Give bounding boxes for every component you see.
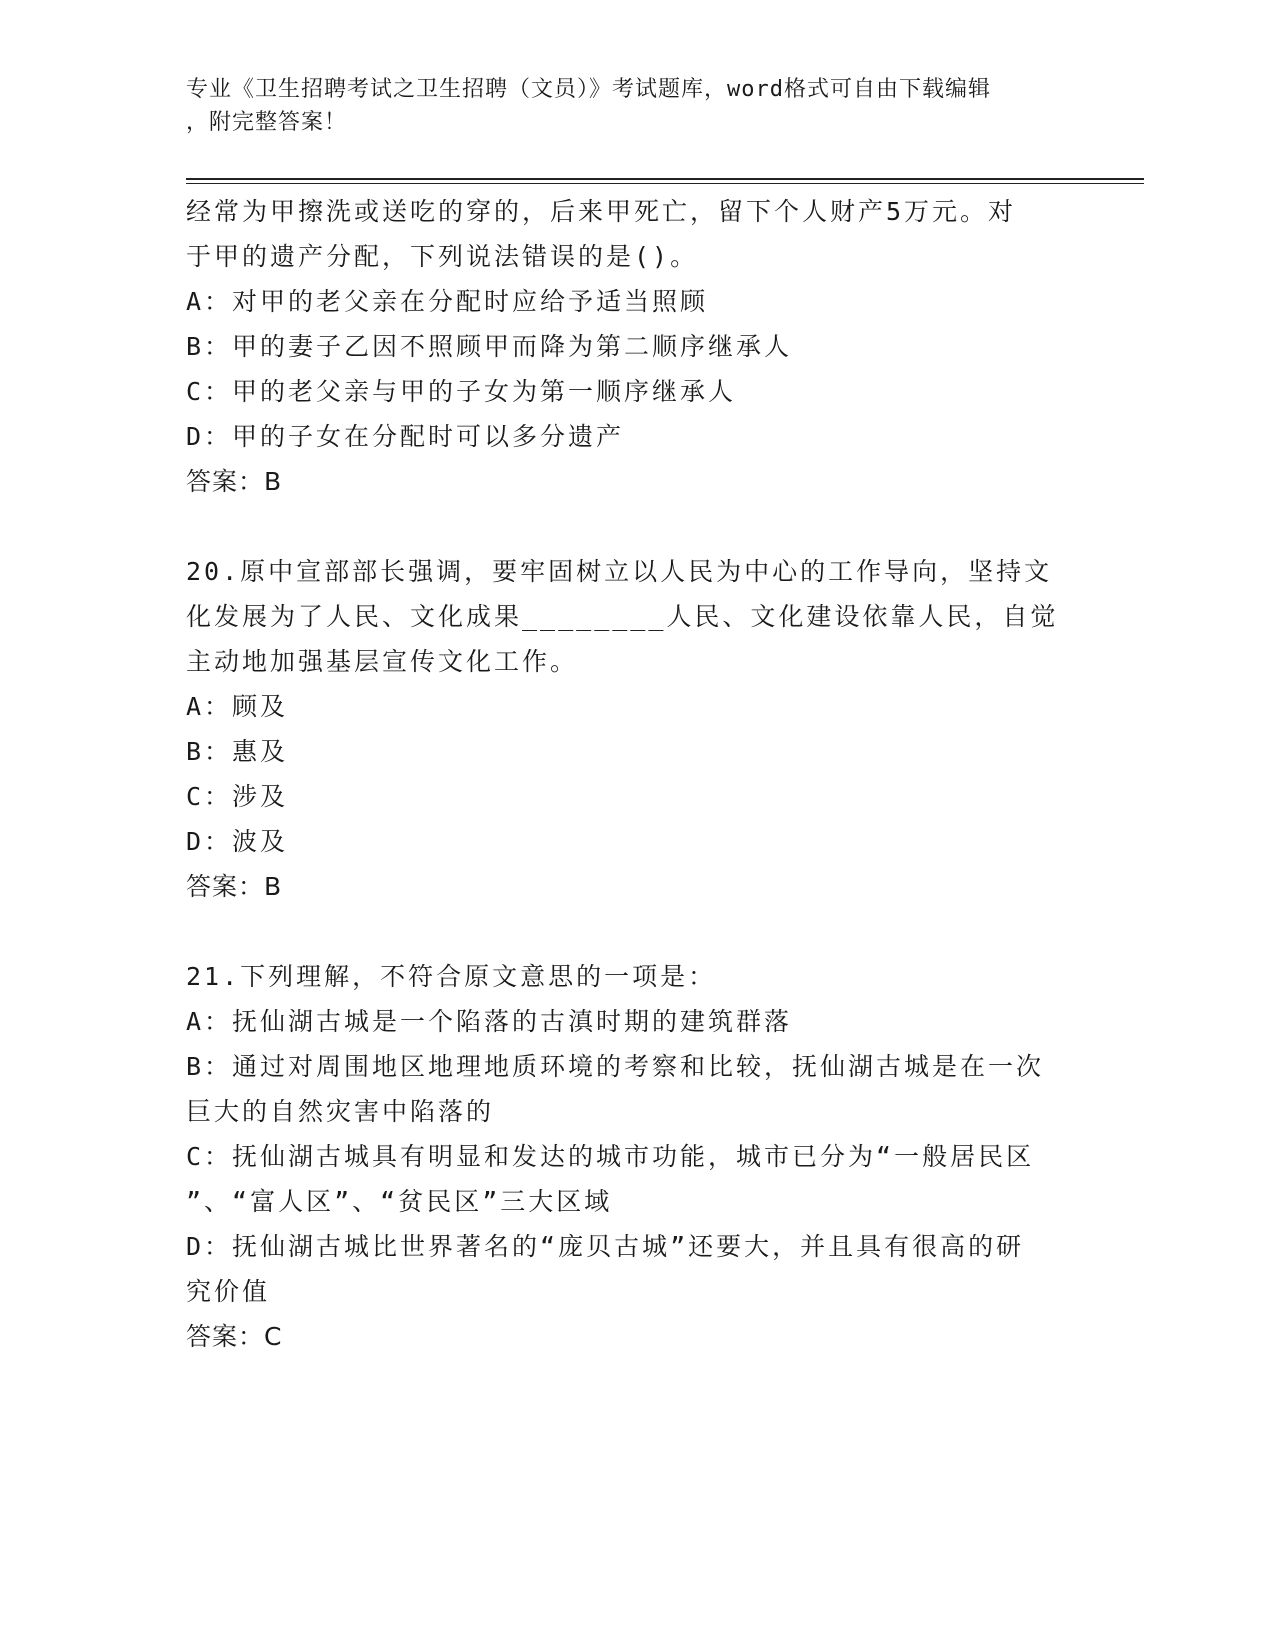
answer-label: 答案：C [186, 1322, 283, 1351]
option-d-continued: 究价值 [186, 1277, 271, 1306]
option-c: C：抚仙湖古城具有明显和发达的城市功能，城市已分为“一般居民区 [186, 1142, 1035, 1171]
question-stem-line: 化发展为了人民、文化成果________人民、文化建设依靠人民，自觉 [186, 602, 1059, 631]
header-divider-thin [186, 183, 1144, 184]
question-spacer [186, 504, 1086, 549]
answer-label: 答案：B [186, 872, 283, 901]
header-title-line-1: 专业《卫生招聘考试之卫生招聘（文员）》考试题库，word格式可自由下载编辑 [186, 77, 991, 102]
option-a: A：对甲的老父亲在分配时应给予适当照顾 [186, 287, 709, 316]
option-d: D：抚仙湖古城比世界著名的“庞贝古城”还要大，并且具有很高的研 [186, 1232, 1025, 1261]
option-d: D：甲的子女在分配时可以多分遗产 [186, 422, 625, 451]
question-stem-line: 于甲的遗产分配，下列说法错误的是()。 [186, 242, 699, 271]
option-c-continued: ”、“富人区”、“贫民区”三大区域 [186, 1187, 613, 1216]
option-b: B：惠及 [186, 737, 289, 766]
header-divider-thick [186, 178, 1144, 180]
question-20 [186, 549, 1086, 909]
option-c: C：甲的老父亲与甲的子女为第一顺序继承人 [186, 377, 737, 406]
option-c: C：涉及 [186, 782, 289, 811]
question-stem-line: 经常为甲擦洗或送吃的穿的，后来甲死亡，留下个人财产5万元。对 [186, 197, 1017, 226]
question-stem-line: 21.下列理解，不符合原文意思的一项是： [186, 962, 717, 991]
option-b-continued: 巨大的自然灾害中陷落的 [186, 1097, 495, 1126]
question-21 [186, 954, 1086, 1359]
question-stem-line: 主动地加强基层宣传文化工作。 [186, 647, 579, 676]
document-header [186, 73, 1056, 139]
option-d: D：波及 [186, 827, 289, 856]
option-a: A：抚仙湖古城是一个陷落的古滇时期的建筑群落 [186, 1007, 793, 1036]
question-19 [186, 189, 1086, 504]
document-body [186, 189, 1086, 1359]
option-b: B：通过对周围地区地理地质环境的考察和比较，抚仙湖古城是在一次 [186, 1052, 1045, 1081]
question-stem-line: 20.原中宣部部长强调，要牢固树立以人民为中心的工作导向，坚持文 [186, 557, 1053, 586]
question-spacer [186, 909, 1086, 954]
header-title-line-2: ，附完整答案！ [186, 110, 348, 135]
option-a: A：顾及 [186, 692, 289, 721]
answer-label: 答案：B [186, 467, 283, 496]
option-b: B：甲的妻子乙因不照顾甲而降为第二顺序继承人 [186, 332, 793, 361]
